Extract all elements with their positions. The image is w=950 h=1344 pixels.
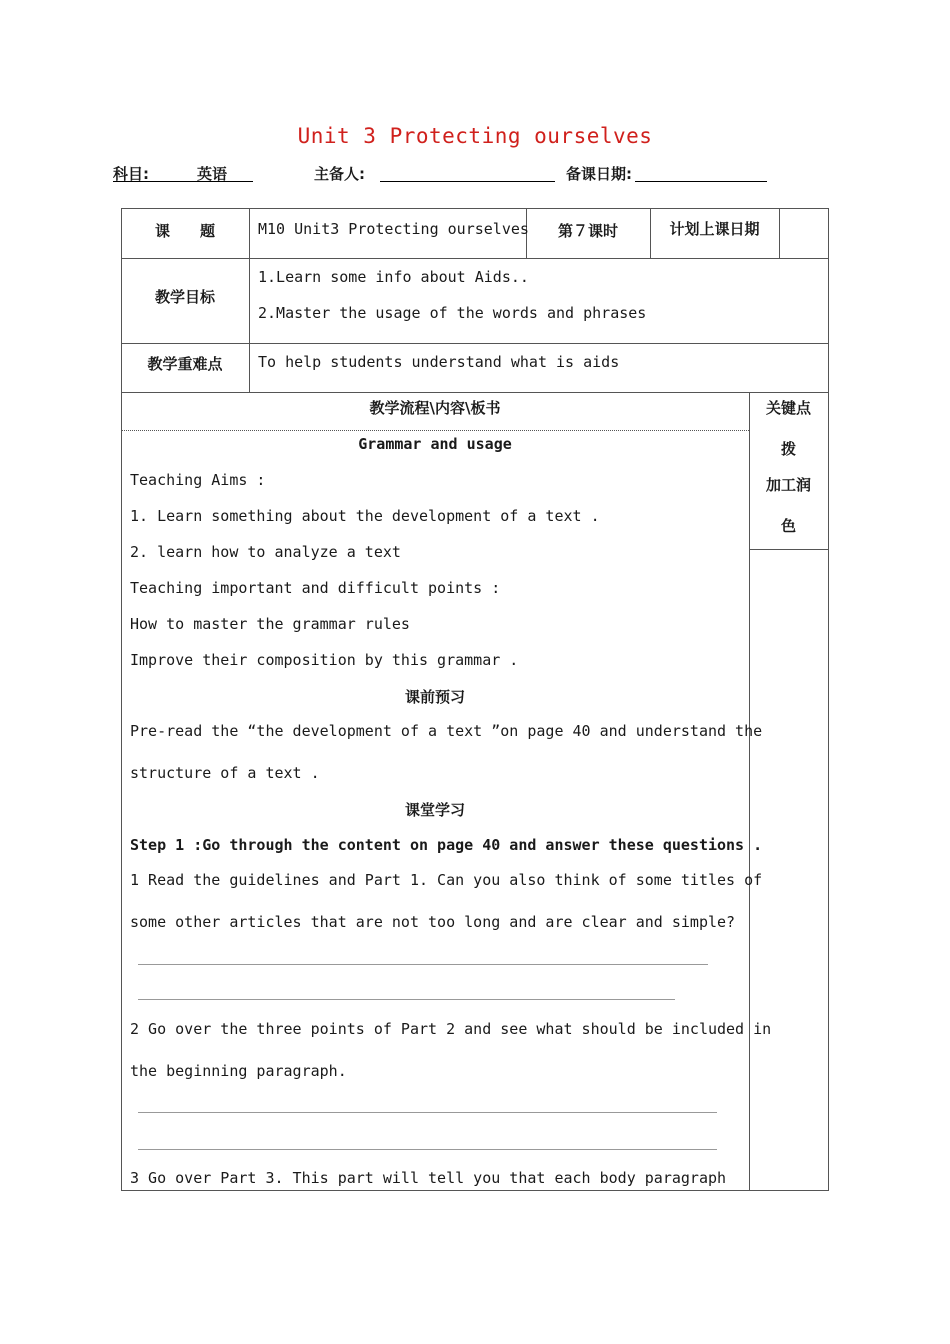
meta-underline — [635, 181, 767, 182]
meta-underline — [113, 181, 253, 182]
topic-label: 课 题 — [154, 222, 215, 240]
aim-item: 2. learn how to analyze a text — [130, 543, 401, 561]
lesson-label: 第７课时 — [557, 222, 618, 240]
question-1: some other articles that are not too long and are clear and simple? — [130, 913, 736, 931]
table-border — [121, 343, 829, 344]
aim-item: 1. Learn something about the development of a text . — [130, 507, 600, 525]
table-border — [828, 208, 829, 1190]
table-border — [779, 208, 780, 258]
answer-line — [138, 1149, 717, 1150]
process-header: 教学流程\内容\板书 — [369, 399, 501, 417]
teaching-aims-label: Teaching Aims : — [130, 471, 266, 489]
question-3: 3 Go over Part 3. This part will tell you that each body paragraph — [130, 1169, 727, 1187]
class-heading: 课堂学习 — [404, 801, 465, 819]
table-border — [121, 258, 829, 259]
answer-line — [138, 1112, 717, 1113]
objective-item: 1.Learn some info about Aids.. — [258, 268, 529, 286]
question-1: 1 Read the guidelines and Part 1. Can you also think of some titles of — [130, 871, 763, 889]
plan-date-label: 计划上课日期 — [669, 220, 760, 238]
preview-text: Pre-read the “the development of a text ”on page 40 and understand the — [130, 722, 763, 740]
point-item: Improve their composition by this grammar . — [130, 651, 519, 669]
table-border — [121, 208, 829, 209]
objective-item: 2.Master the usage of the words and phrases — [258, 304, 647, 322]
preview-heading: 课前预习 — [404, 688, 465, 706]
question-2: 2 Go over the three points of Part 2 and see what should be included in — [130, 1020, 772, 1038]
table-border — [249, 208, 250, 392]
subject-label: 科目: — [113, 165, 149, 183]
question-2: the beginning paragraph. — [130, 1062, 347, 1080]
key-points-value: To help students understand what is aids — [258, 353, 620, 371]
table-border — [749, 392, 750, 1190]
side-header-line: 色 — [780, 517, 796, 535]
section-title: Grammar and usage — [358, 435, 512, 453]
table-border — [121, 1190, 829, 1191]
document-title: Unit 3 Protecting ourselves — [297, 124, 653, 148]
dotted-separator — [121, 430, 749, 431]
preparer-label: 主备人: — [314, 165, 365, 183]
table-border — [121, 392, 829, 393]
answer-line — [138, 964, 708, 965]
preview-text: structure of a text . — [130, 764, 320, 782]
point-item: How to master the grammar rules — [130, 615, 410, 633]
answer-line — [138, 999, 675, 1000]
objectives-label: 教学目标 — [154, 288, 215, 306]
date-label: 备课日期: — [566, 165, 632, 183]
side-header-line: 关键点 — [765, 399, 811, 417]
side-header-line: 拨 — [780, 440, 796, 458]
meta-underline — [380, 181, 555, 182]
topic-value: M10 Unit3 Protecting ourselves — [258, 220, 529, 238]
side-header-line: 加工润 — [765, 476, 811, 494]
points-label: Teaching important and difficult points : — [130, 579, 501, 597]
subject-value: 英语 — [197, 165, 228, 183]
step-1: Step 1 :Go through the content on page 40 and answer these questions . — [130, 836, 763, 854]
table-border — [749, 549, 829, 550]
key-points-label: 教学重难点 — [147, 355, 223, 373]
